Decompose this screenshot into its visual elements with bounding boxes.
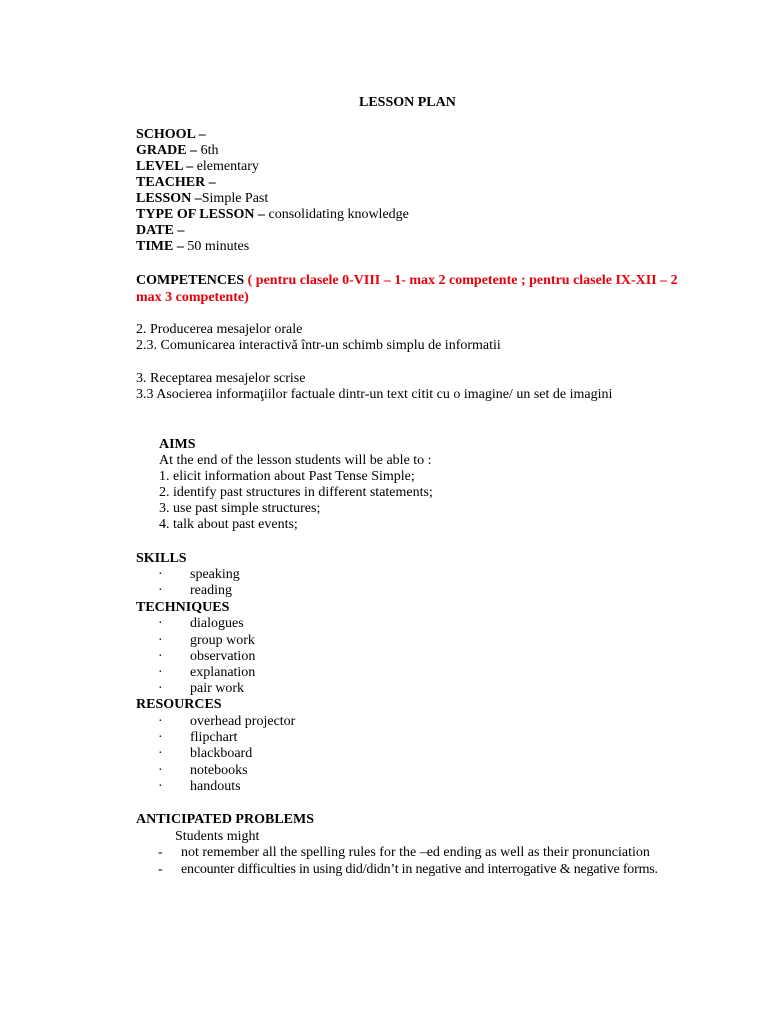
bullet-icon: ·: [158, 730, 163, 745]
resource-item: handouts: [190, 779, 241, 794]
technique-item: dialogues: [190, 616, 244, 631]
competences-heading-line: COMPETENCES ( pentru clasele 0-VIII – 1- max 2 competente ; pentru clasele IX-XII – 2: [136, 273, 678, 288]
resource-item: overhead projector: [190, 714, 296, 729]
bullet-icon: ·: [158, 746, 163, 761]
problem-item: encounter difficulties in using did/didn’t in negative and interrogative & negative forms.: [181, 862, 658, 877]
field-teacher: TEACHER –: [136, 175, 216, 190]
field-school: SCHOOL –: [136, 127, 206, 142]
page-title: LESSON PLAN: [359, 95, 456, 110]
problem-item: not remember all the spelling rules for the –ed ending as well as their pronunciation: [181, 845, 650, 860]
anticipated-problems-heading: ANTICIPATED PROBLEMS: [136, 812, 315, 827]
aims-intro: At the end of the lesson students will be able to :: [159, 453, 432, 468]
competence-item: 3. Receptarea mesajelor scrise: [136, 371, 306, 386]
skill-item: reading: [190, 583, 232, 598]
resource-item: flipchart: [190, 730, 238, 745]
field-grade: GRADE – 6th: [136, 143, 219, 158]
field-level: LEVEL – elementary: [136, 159, 259, 174]
skill-item: speaking: [190, 567, 240, 582]
resource-item: notebooks: [190, 763, 248, 778]
aim-item: 1. elicit information about Past Tense Simple;: [159, 469, 415, 484]
technique-item: pair work: [190, 681, 245, 696]
bullet-icon: ·: [158, 649, 163, 664]
bullet-icon: ·: [158, 583, 163, 598]
technique-item: group work: [190, 633, 255, 648]
resource-item: blackboard: [190, 746, 253, 761]
bullet-icon: ·: [158, 714, 163, 729]
dash-icon: -: [158, 845, 163, 860]
competence-item: 2.3. Comunicarea interactivă într-un schimb simplu de informatii: [136, 338, 501, 353]
aim-item: 3. use past simple structures;: [159, 501, 321, 516]
bullet-icon: ·: [158, 779, 163, 794]
bullet-icon: ·: [158, 681, 163, 696]
aim-item: 2. identify past structures in different statements;: [159, 485, 433, 500]
resources-heading: RESOURCES: [136, 697, 222, 712]
aims-heading: AIMS: [159, 437, 196, 452]
technique-item: explanation: [190, 665, 256, 680]
skills-heading: SKILLS: [136, 551, 187, 566]
bullet-icon: ·: [158, 763, 163, 778]
competences-note: ( pentru clasele 0-VIII – 1- max 2 competente ; pentru clasele IX-XII – 2: [244, 273, 678, 288]
aim-item: 4. talk about past events;: [159, 517, 298, 532]
competence-item: 2. Producerea mesajelor orale: [136, 322, 303, 337]
field-time: TIME – 50 minutes: [136, 239, 250, 254]
anticipated-intro: Students might: [175, 829, 260, 844]
technique-item: observation: [190, 649, 256, 664]
bullet-icon: ·: [158, 567, 163, 582]
competence-item: 3.3 Asocierea informaţiilor factuale dintr-un text citit cu o imagine/ un set de imagini: [136, 387, 613, 402]
field-type-of-lesson: TYPE OF LESSON – consolidating knowledge: [136, 207, 409, 222]
bullet-icon: ·: [158, 616, 163, 631]
field-date: DATE –: [136, 223, 185, 238]
competences-note-continued: max 3 competente): [136, 290, 249, 305]
bullet-icon: ·: [158, 665, 163, 680]
techniques-heading: TECHNIQUES: [136, 600, 230, 615]
field-lesson: LESSON –Simple Past: [136, 191, 269, 206]
bullet-icon: ·: [158, 633, 163, 648]
dash-icon: -: [158, 862, 163, 877]
